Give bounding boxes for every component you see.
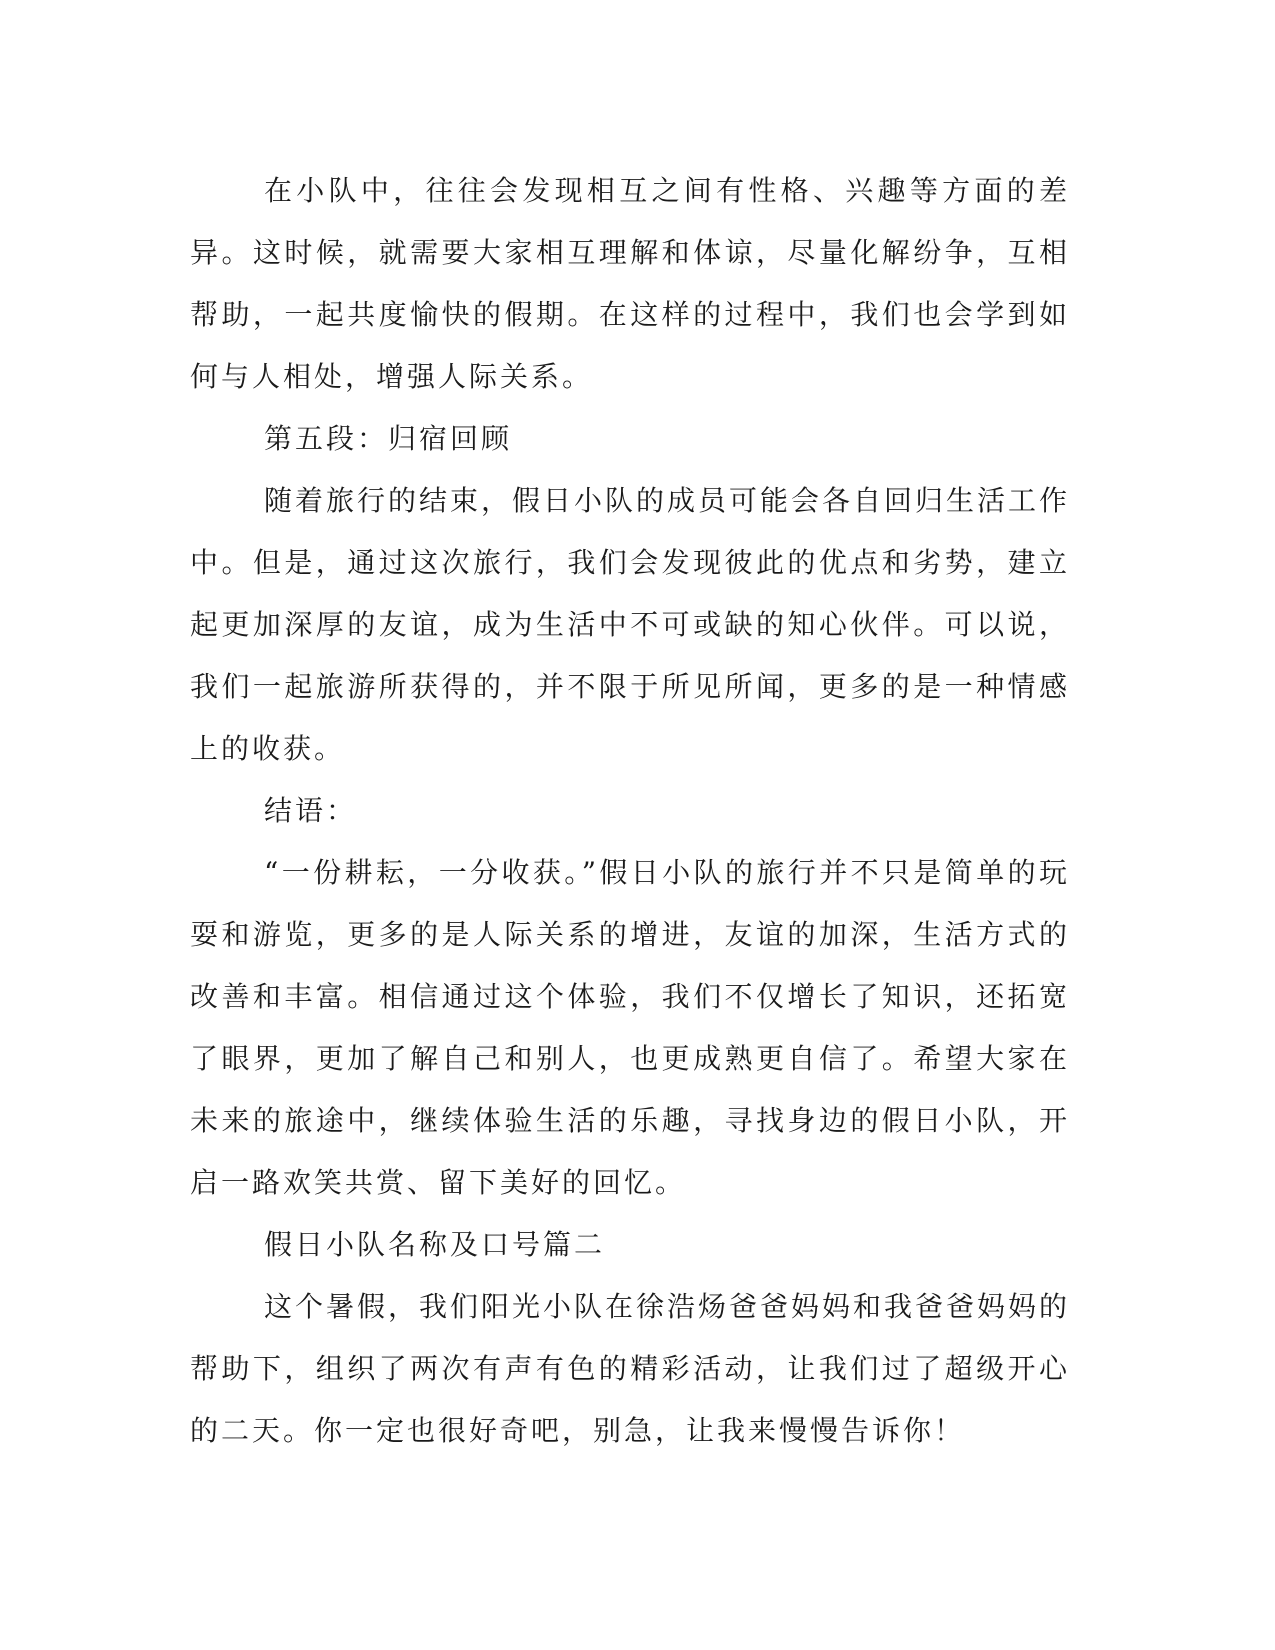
article-title-2: 假日小队名称及口号篇二 [264,1228,606,1261]
paragraph-summer: 这个暑假，我们阳光小队在徐浩炀爸爸妈妈和我爸爸妈妈的帮助下，组织了两次有声有色的精彩活动，让我们过了超级开心的二天。你一定也很好奇吧，别急，让我来慢慢告诉你！ [190,1290,1071,1447]
paragraph-conclusion: “一份耕耘，一分收获。”假日小队的旅行并不只是简单的玩耍和游览，更多的是人际关系的增进，友谊的加深，生活方式的改善和丰富。相信通过这个体验，我们不仅增长了知识，还拓宽了眼界，更加了解自己和别人，也更成熟更自信了。希望大家在未来的旅途中，继续体验生活的乐趣，寻找身边的假日小队，开启一路欢笑共赏、留下美好的回忆。 [190,856,1070,1199]
paragraph-return: 随着旅行的结束，假日小队的成员可能会各自回归生活工作中。但是，通过这次旅行，我们会发现彼此的优点和劣势，建立起更加深厚的友谊，成为生活中不可或缺的知心伙伴。可以说，我们一起旅游所获得的，并不限于所见所闻，更多的是一种情感上的收获。 [190,484,1071,765]
section-heading-5: 第五段：归宿回顾 [264,422,513,455]
conclusion-heading: 结语： [264,794,358,827]
document-body [190,160,1070,1462]
paragraph-differences: 在小队中，往往会发现相互之间有性格、兴趣等方面的差异。这时候，就需要大家相互理解和体谅，尽量化解纷争，互相帮助，一起共度愉快的假期。在这样的过程中，我们也会学到如何与人相处，增强人际关系。 [190,174,1070,393]
